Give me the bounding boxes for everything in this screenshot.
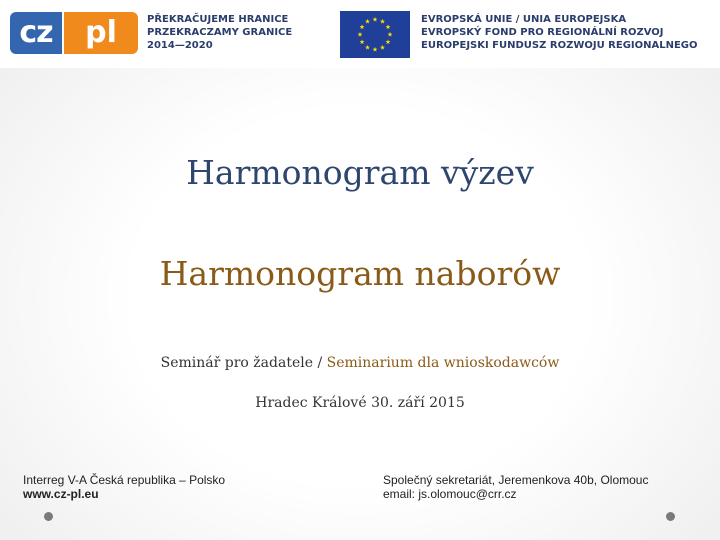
- program-slogan: [147, 13, 292, 52]
- slogan-line-cz: PŘEKRAČUJEME HRANICE: [147, 14, 289, 25]
- pl-logo: pl: [64, 12, 138, 54]
- bullet-dot-left-icon: [44, 512, 53, 521]
- eu-funding-text: [421, 13, 698, 52]
- subtitle-cz: Seminář pro žadatele /: [160, 355, 327, 371]
- footer-secretariat: [383, 473, 648, 501]
- bullet-dot-right-icon: [666, 512, 675, 521]
- footer-website-link[interactable]: www.cz-pl.eu: [23, 487, 99, 501]
- slide-title-cz: Harmonogram výzev: [186, 153, 534, 192]
- seminar-subtitle: [0, 355, 720, 371]
- eu-line-3: EUROPEJSKI FUNDUSZ ROZWOJU REGIONALNEGO: [421, 40, 698, 51]
- slogan-line-years: 2014—2020: [147, 40, 213, 51]
- header-logos: [0, 0, 720, 68]
- footer-email[interactable]: email: js.olomouc@crr.cz: [383, 487, 517, 501]
- footer-program: [23, 473, 225, 501]
- slogan-line-pl: PRZEKRACZAMY GRANICE: [147, 27, 293, 38]
- subtitle-pl: Seminarium dla wnioskodawców: [326, 355, 560, 371]
- slide-title-pl: Harmonogram naborów: [159, 254, 561, 293]
- eu-flag-icon: [340, 11, 410, 58]
- eu-line-1: EVROPSKÁ UNIE / UNIA EUROPEJSKA: [421, 14, 627, 25]
- eu-line-2: EVROPSKÝ FOND PRO REGIONÁLNÍ ROZVOJ: [421, 27, 664, 38]
- place-date: Hradec Králové 30. září 2015: [255, 395, 465, 411]
- cz-logo: cz: [10, 12, 62, 54]
- footer-program-name: Interreg V-A Česká republika – Polsko: [23, 473, 226, 487]
- footer-address: Společný sekretariát, Jeremenkova 40b, Olomouc: [383, 473, 649, 487]
